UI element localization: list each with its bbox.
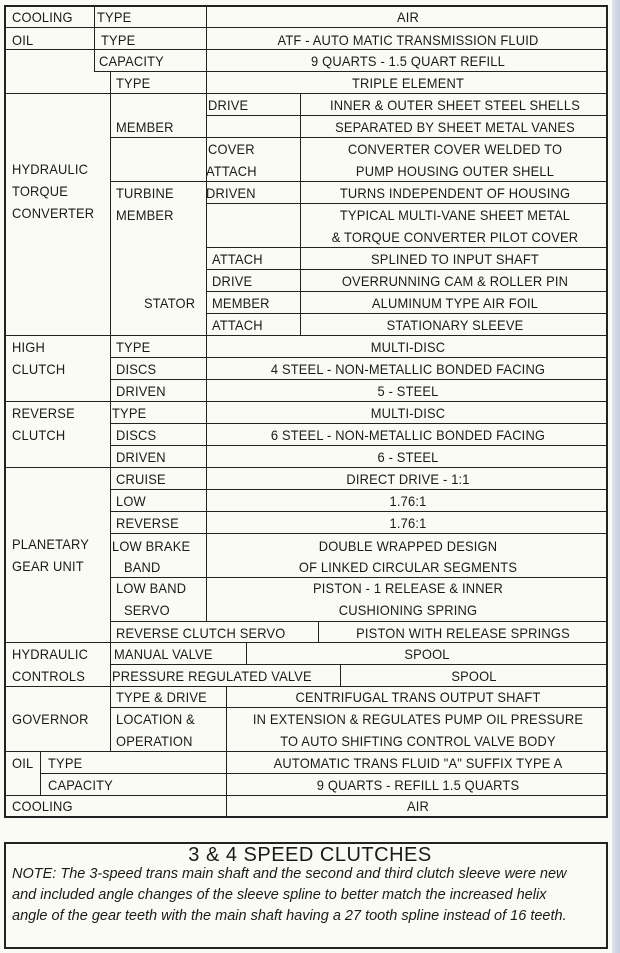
note-body	[12, 864, 602, 927]
table-rule-vertical	[110, 71, 111, 751]
low-band-label-1: LOW BAND	[116, 580, 187, 596]
low-brake-value-2: OF LINKED CIRCULAR SEGMENTS	[298, 559, 518, 575]
impeller-drive-value-2: SEPARATED BY SHEET METAL VANES	[335, 119, 575, 135]
reverse-clutch-label-2: CLUTCH	[12, 427, 66, 443]
cooling-type-label: TYPE	[97, 9, 132, 25]
high-clutch-label-2: CLUTCH	[12, 361, 66, 377]
reverse-clutch-type-value: MULTI-DISC	[370, 405, 446, 421]
pressure-valve-label: PRESSURE REGULATED VALVE	[112, 668, 312, 684]
oil-2-capacity-label: CAPACITY	[48, 777, 113, 793]
stator-attach-value: STATIONARY SLEEVE	[386, 317, 524, 333]
impeller-attach-label: ATTACH	[206, 163, 257, 179]
converter-label-2: TORQUE	[12, 183, 68, 199]
impeller-member-label: MEMBER	[116, 119, 174, 135]
high-clutch-discs-label: DISCS	[116, 361, 157, 377]
reverse-clutch-label-1: REVERSE	[12, 405, 75, 421]
low-value: 1.76:1	[389, 493, 427, 509]
table-rule-vertical	[300, 93, 301, 335]
turbine-attach-label: ATTACH	[212, 251, 263, 267]
stator-member-label: MEMBER	[212, 295, 270, 311]
oil-type-label: TYPE	[101, 32, 136, 48]
manual-valve-label: MANUAL VALVE	[114, 646, 213, 662]
converter-type-label: TYPE	[116, 75, 151, 91]
oil-capacity-label: CAPACITY	[99, 53, 164, 69]
reverse-clutch-discs-label: DISCS	[116, 427, 157, 443]
note-line-1: NOTE: The 3-speed trans main shaft and the second and third clutch sleeve were new	[12, 866, 567, 882]
table-rule-vertical	[318, 621, 319, 642]
reverse-clutch-servo-value: PISTON WITH RELEASE SPRINGS	[356, 625, 570, 641]
stator-drive-value: OVERRUNNING CAM & ROLLER PIN	[341, 273, 569, 289]
governor-label: GOVERNOR	[12, 711, 89, 727]
oil-type-value: ATF - AUTO MATIC TRANSMISSION FLUID	[277, 32, 539, 48]
turbine-attach-value: SPLINED TO INPUT SHAFT	[371, 251, 539, 267]
table-rule-vertical	[226, 686, 227, 818]
oil-2-label: OIL	[12, 755, 34, 771]
note-line-3: angle of the gear teeth with the main shaft having a 27 tooth spline instead of 16 teeth.	[12, 908, 567, 924]
oil-capacity-value: 9 QUARTS - 1.5 QUART REFILL	[311, 53, 505, 69]
governor-location-label-2: OPERATION	[116, 733, 193, 749]
table-rule-vertical	[40, 751, 41, 795]
high-clutch-label-1: HIGH	[12, 339, 45, 355]
controls-label-1: HYDRAULIC	[12, 646, 89, 662]
governor-type-value: CENTRIFUGAL TRANS OUTPUT SHAFT	[295, 689, 541, 705]
planetary-label-1: PLANETARY	[12, 536, 90, 552]
turbine-label-2: MEMBER	[116, 207, 174, 223]
governor-type-label: TYPE & DRIVE	[116, 689, 207, 705]
governor-location-label-1: LOCATION &	[116, 711, 195, 727]
low-band-label-2: SERVO	[124, 602, 170, 618]
table-rule-vertical	[340, 664, 341, 686]
impeller-drive-label: DRIVE	[208, 97, 249, 113]
turbine-driven-value: TURNS INDEPENDENT OF HOUSING	[339, 185, 571, 201]
high-clutch-discs-value: 4 STEEL - NON-METALLIC BONDED FACING	[270, 361, 546, 377]
cooling-label: COOLING	[12, 9, 73, 25]
cooling-2-label: COOLING	[12, 798, 73, 814]
turbine-desc-value-2: & TORQUE CONVERTER PILOT COVER	[331, 229, 579, 245]
oil-2-type-value: AUTOMATIC TRANS FLUID "A" SUFFIX TYPE A	[273, 755, 563, 771]
stator-member-value: ALUMINUM TYPE AIR FOIL	[371, 295, 539, 311]
converter-label-1: HYDRAULIC	[12, 161, 89, 177]
high-clutch-type-value: MULTI-DISC	[370, 339, 446, 355]
reverse-clutch-servo-label: REVERSE CLUTCH SERVO	[116, 625, 286, 641]
oil-2-capacity-value: 9 QUARTS - REFILL 1.5 QUARTS	[316, 777, 520, 793]
reverse-value: 1.76:1	[389, 515, 427, 531]
oil-label: OIL	[12, 32, 34, 48]
turbine-driven-label: DRIVEN	[206, 185, 256, 201]
oil-2-type-label: TYPE	[48, 755, 83, 771]
converter-label-3: CONVERTER	[12, 205, 95, 221]
impeller-cover-value-1: CONVERTER COVER WELDED TO	[347, 141, 563, 157]
low-brake-value-1: DOUBLE WRAPPED DESIGN	[318, 538, 498, 554]
note-line-2: and included angle changes of the sleeve spline to better match the increased helix	[12, 887, 547, 903]
impeller-cover-label: COVER	[208, 141, 255, 157]
table-rule-vertical	[206, 335, 207, 621]
cruise-label: CRUISE	[116, 471, 166, 487]
governor-location-value-1: IN EXTENSION & REGULATES PUMP OIL PRESSURE	[252, 711, 584, 727]
turbine-desc-value-1: TYPICAL MULTI-VANE SHEET METAL	[339, 207, 571, 223]
low-brake-label-2: BAND	[124, 559, 161, 575]
cooling-2-value: AIR	[406, 798, 430, 814]
reverse-clutch-driven-label: DRIVEN	[116, 449, 166, 465]
cruise-value: DIRECT DRIVE - 1:1	[346, 471, 470, 487]
governor-location-value-2: TO AUTO SHIFTING CONTROL VALVE BODY	[280, 733, 556, 749]
high-clutch-type-label: TYPE	[116, 339, 151, 355]
high-clutch-driven-label: DRIVEN	[116, 383, 166, 399]
page-edge	[612, 0, 620, 953]
turbine-label-1: TURBINE	[116, 185, 174, 201]
stator-attach-label: ATTACH	[212, 317, 263, 333]
controls-label-2: CONTROLS	[12, 668, 86, 684]
reverse-clutch-driven-value: 6 - STEEL	[377, 449, 439, 465]
impeller-drive-value-1: INNER & OUTER SHEET STEEL SHELLS	[330, 97, 580, 113]
low-label: LOW	[116, 493, 146, 509]
table-rule-vertical	[246, 642, 247, 664]
stator-label: STATOR	[144, 295, 196, 311]
stator-drive-label: DRIVE	[212, 273, 253, 289]
reverse-clutch-discs-value: 6 STEEL - NON-METALLIC BONDED FACING	[270, 427, 546, 443]
low-band-value-2: CUSHIONING SPRING	[338, 602, 478, 618]
manual-valve-value: SPOOL	[404, 646, 450, 662]
note-title: 3 & 4 SPEED CLUTCHES	[188, 844, 432, 866]
cooling-type-value: AIR	[396, 9, 420, 25]
converter-type-value: TRIPLE ELEMENT	[351, 75, 465, 91]
impeller-cover-value-2: PUMP HOUSING OUTER SHELL	[355, 163, 555, 179]
high-clutch-driven-value: 5 - STEEL	[377, 383, 439, 399]
low-brake-label-1: LOW BRAKE	[112, 538, 191, 554]
reverse-clutch-type-label: TYPE	[112, 405, 147, 421]
reverse-label: REVERSE	[116, 515, 179, 531]
planetary-label-2: GEAR UNIT	[12, 558, 84, 574]
pressure-valve-value: SPOOL	[451, 668, 497, 684]
table-rule-vertical	[94, 5, 95, 71]
low-band-value-1: PISTON - 1 RELEASE & INNER	[313, 580, 503, 596]
